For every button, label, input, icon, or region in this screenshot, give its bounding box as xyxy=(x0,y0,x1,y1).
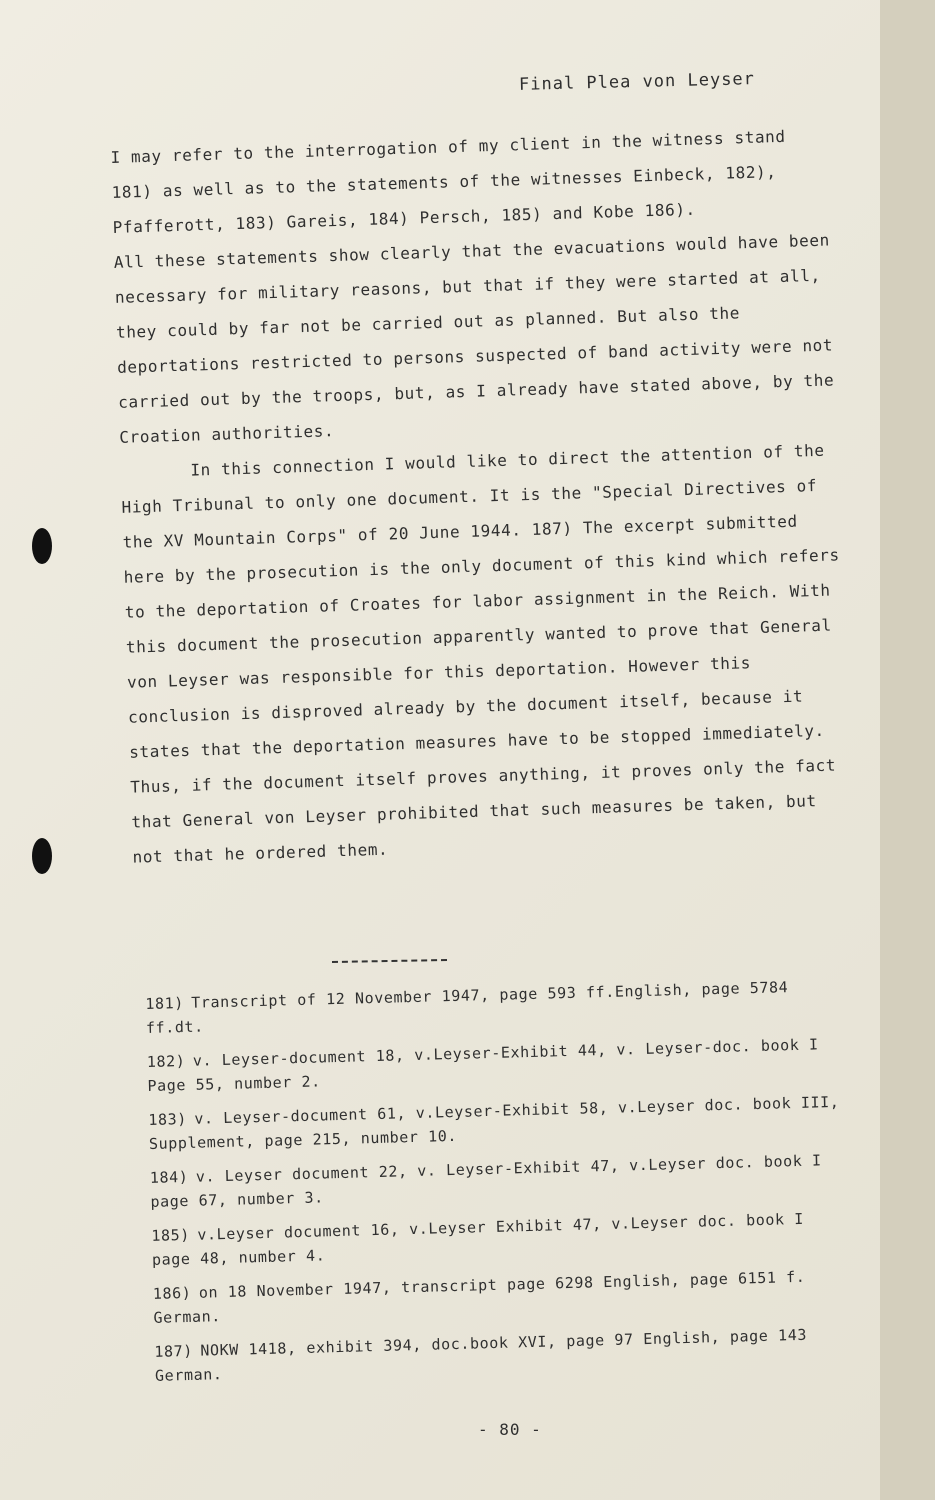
footnote-185: 185) v.Leyser document 16, v.Leyser Exhibit 47, v.Leyser doc. book I page 48, number 4. xyxy=(151,1209,805,1269)
page-edge-shadow xyxy=(880,0,935,1500)
paragraph-3: In this connection I would like to direct the attention of the High Tribunal to only one document. It is the "Special Directives of the XV Mountain Corps" of 20 June 1944. 187) The excerpt submitted here by the prosecution is the only document of this kind which refers to the deportation of Croates for labor assignment in the Reich. With this document the prosecution apparently wanted to prove that General von Leyser was responsible for this deportation. However this conclusion is disproved already by the document itself, because it states that the deportation measures have to be stopped immediately. Thus, if the document itself proves anything, it proves only the fact that General von Leyser prohibited that such measures be taken, but not that he ordered them. xyxy=(121,440,840,867)
footnote-182: 182) v. Leyser-document 18, v.Leyser-Exhibit 44, v. Leyser-doc. book I Page 55, number 2. xyxy=(146,1035,819,1095)
punch-hole-lower xyxy=(32,838,52,874)
paragraph-1: I may refer to the interrogation of my client in the witness stand 181) as well as to the statements of the witnesses Einbeck, 182), Pfafferott, 183) Gareis, 184) Persch, 185) and Kobe 186). xyxy=(110,126,786,237)
section-divider xyxy=(332,959,447,963)
footnote-187: 187) NOKW 1418, exhibit 394, doc.book XVI, page 97 English, page 143 German. xyxy=(154,1325,808,1385)
footnote-181: 181) Transcript of 12 November 1947, page 593 ff.English, page 5784 ff.dt. xyxy=(145,978,789,1037)
page-number: - 80 - xyxy=(478,1420,542,1439)
page-header: Final Plea von Leyser xyxy=(518,69,756,95)
paragraph-2: All these statements show clearly that the evacuations would have been necessary for military reasons, but that if they were started at all, they could by far not be carried out as planned. But also the deportations restricted to persons suspected of band activity were not carried out by the troops, but, as I already have stated above, by the Croation authorities. xyxy=(113,230,835,447)
footnote-183: 183) v. Leyser-document 61, v.Leyser-Exhibit 58, v.Leyser doc. book III, Supplement, page 215, number 10. xyxy=(148,1092,840,1153)
footnotes xyxy=(145,974,855,1398)
footnote-184: 184) v. Leyser document 22, v. Leyser-Exhibit 47, v.Leyser doc. book I page 67, number 3. xyxy=(149,1151,822,1211)
punch-hole-upper xyxy=(32,528,52,564)
footnote-186: 186) on 18 November 1947, transcript page 6298 English, page 6151 f. German. xyxy=(152,1267,806,1327)
body-text xyxy=(110,117,853,874)
